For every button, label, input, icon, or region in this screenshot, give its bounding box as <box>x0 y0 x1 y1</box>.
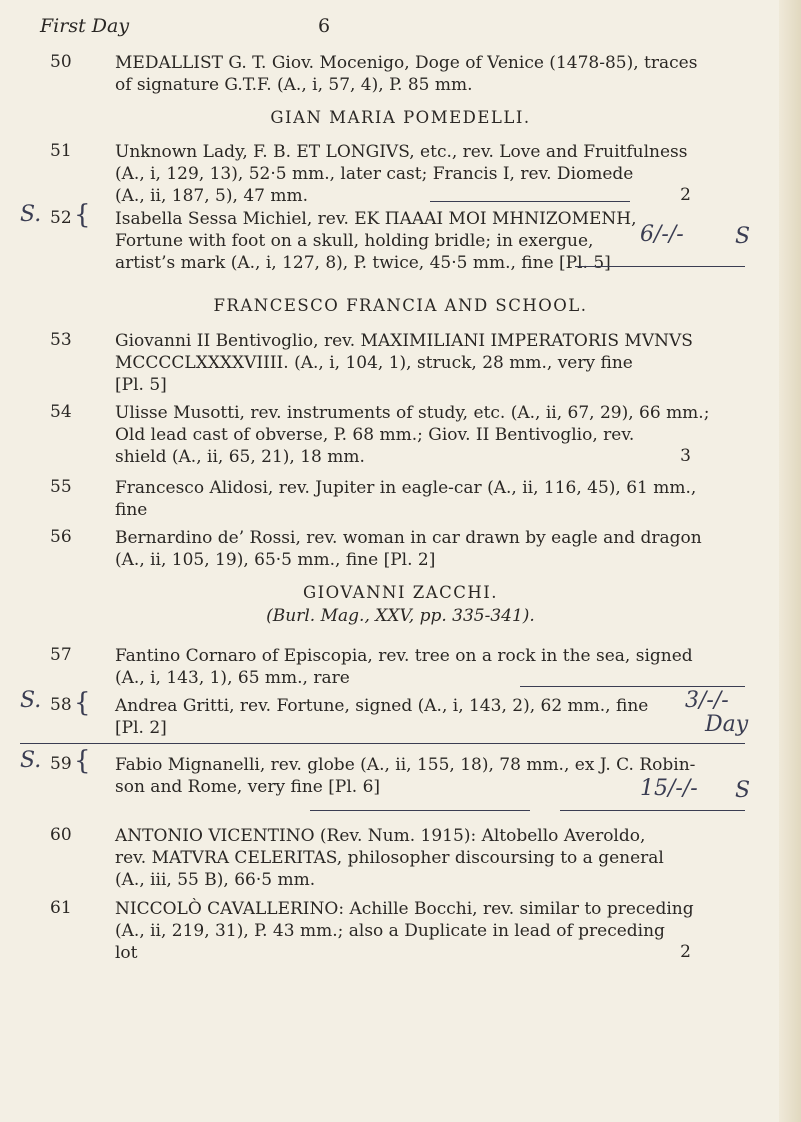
lot-number: 56 <box>50 527 72 547</box>
lot-line: MEDALLIST G. T. Giov. Mocenigo, Doge of Venice (1478-85), traces <box>115 53 698 73</box>
page-header <box>40 15 761 39</box>
handwritten-rule <box>20 743 745 744</box>
lot-line: (A., i, 129, 13), 52·5 mm., later cast; Francis I, rev. Diomede <box>115 164 634 184</box>
lot-line: MCCCCLXXXXVIIII. (A., i, 104, 1), struck, 28 mm., very fine <box>115 353 633 373</box>
lot-line: Ulisse Musotti, rev. instruments of study, etc. (A., ii, 67, 29), 66 mm.; <box>115 403 710 423</box>
handwritten-rule <box>575 266 745 267</box>
lot-line: artist’s mark (A., i, 127, 8), P. twice, 45·5 mm., fine [Pl. 5] <box>115 253 611 273</box>
section-reference: (Burl. Mag., XXV, pp. 335-341). <box>266 606 535 626</box>
price-annotation: 6/-/- <box>640 222 684 247</box>
price-annotation: 15/-/- <box>640 776 698 801</box>
margin-annotation: S. <box>20 202 42 227</box>
lot-line: ANTONIO VICENTINO (Rev. Num. 1915): Altobello Averoldo, <box>115 826 646 846</box>
lot-entry <box>115 477 735 521</box>
lot-line: Francesco Alidosi, rev. Jupiter in eagle-car (A., ii, 116, 45), 61 mm., <box>115 478 697 498</box>
lot-line: [Pl. 2] <box>115 718 167 738</box>
price-annotation: 3/-/- <box>685 688 729 713</box>
lot-line: fine <box>115 500 148 520</box>
lot-line: (A., iii, 55 B), 66·5 mm. <box>115 870 316 890</box>
lot-line: NICCOLÒ CAVALLERINO: Achille Bocchi, rev. similar to preceding <box>115 899 694 919</box>
buyer-annotation: Day <box>705 712 749 737</box>
margin-annotation: S. <box>20 748 42 773</box>
lot-quantity: 2 <box>680 185 691 205</box>
handwritten-rule <box>560 810 745 811</box>
lot-line: Fabio Mignanelli, rev. globe (A., ii, 155, 18), 78 mm., ex J. C. Robin- <box>115 755 696 775</box>
lot-line: Bernardino de’ Rossi, rev. woman in car drawn by eagle and dragon <box>115 528 702 548</box>
lot-number: 52 <box>50 208 72 228</box>
lot-line: [Pl. 5] <box>115 375 167 395</box>
page-number: 6 <box>318 15 331 37</box>
lot-line: (A., i, 143, 1), 65 mm., rare <box>115 668 350 688</box>
page-edge <box>779 0 801 1122</box>
lot-number: 58 <box>50 695 72 715</box>
section-heading: GIAN MARIA POMEDELLI. <box>270 108 531 127</box>
lot-number: 57 <box>50 645 72 665</box>
lot-line: son and Rome, very fine [Pl. 6] <box>115 777 381 797</box>
buyer-annotation: S <box>735 224 751 249</box>
section-heading: GIOVANNI ZACCHI. <box>302 583 499 602</box>
lot-number: 60 <box>50 825 72 845</box>
lot-line: Fortune with foot on a skull, holding bridle; in exergue, <box>115 231 594 251</box>
bracket-mark: { <box>74 746 91 776</box>
lot-line: Fantino Cornaro of Episcopia, rev. tree on a rock in the sea, signed <box>115 646 693 666</box>
lot-quantity: 3 <box>680 446 691 466</box>
lot-number: 51 <box>50 141 72 161</box>
lot-entry <box>115 402 735 468</box>
lot-line: (A., ii, 187, 5), 47 mm. <box>115 186 308 206</box>
lot-number: 54 <box>50 402 72 422</box>
lot-entry <box>115 527 735 571</box>
lot-line: shield (A., ii, 65, 21), 18 mm. <box>115 447 365 467</box>
lot-number: 55 <box>50 477 72 497</box>
buyer-annotation: S <box>735 778 751 803</box>
lot-entry <box>115 52 735 96</box>
lot-line: (A., ii, 219, 31), P. 43 mm.; also a Duplicate in lead of preceding <box>115 921 665 941</box>
handwritten-rule <box>430 201 630 202</box>
margin-annotation: S. <box>20 688 42 713</box>
lot-entry <box>115 330 735 396</box>
lot-line: Isabella Sessa Michiel, rev. ΕΚ ΠΑΑΑΙ ΜΟΙ ΜΗΝΙΖΟΜΕΝΗ, <box>115 209 637 229</box>
lot-line: Old lead cast of obverse, P. 68 mm.; Giov. II Bentivoglio, rev. <box>115 425 635 445</box>
lot-line: Giovanni II Bentivoglio, rev. MAXIMILIANI IMPERATORIS MVNVS <box>115 331 693 351</box>
handwritten-rule <box>310 810 530 811</box>
lot-number: 61 <box>50 898 72 918</box>
lot-entry <box>115 825 735 891</box>
lot-line: Andrea Gritti, rev. Fortune, signed (A., i, 143, 2), 62 mm., fine <box>115 696 649 716</box>
lot-entry <box>115 695 735 739</box>
lot-number: 50 <box>50 52 72 72</box>
bracket-mark: { <box>74 688 91 718</box>
lot-entry <box>115 141 735 207</box>
section-heading: FRANCESCO FRANCIA AND SCHOOL. <box>213 296 588 315</box>
lot-line: rev. MATVRA CELERITAS, philosopher discoursing to a general <box>115 848 664 868</box>
bracket-mark: { <box>74 200 91 230</box>
lot-line: of signature G.T.F. (A., i, 57, 4), P. 85 mm. <box>115 75 473 95</box>
running-title: First Day <box>40 15 130 37</box>
lot-line: lot <box>115 943 138 963</box>
handwritten-rule <box>520 686 745 687</box>
lot-quantity: 2 <box>680 942 691 962</box>
lot-number: 53 <box>50 330 72 350</box>
lot-entry <box>115 645 735 689</box>
lot-number: 59 <box>50 754 72 774</box>
lot-entry <box>115 898 735 964</box>
lot-line: (A., ii, 105, 19), 65·5 mm., fine [Pl. 2] <box>115 550 436 570</box>
lot-line: Unknown Lady, F. B. ET LONGIVS, etc., rev. Love and Fruitfulness <box>115 142 688 162</box>
